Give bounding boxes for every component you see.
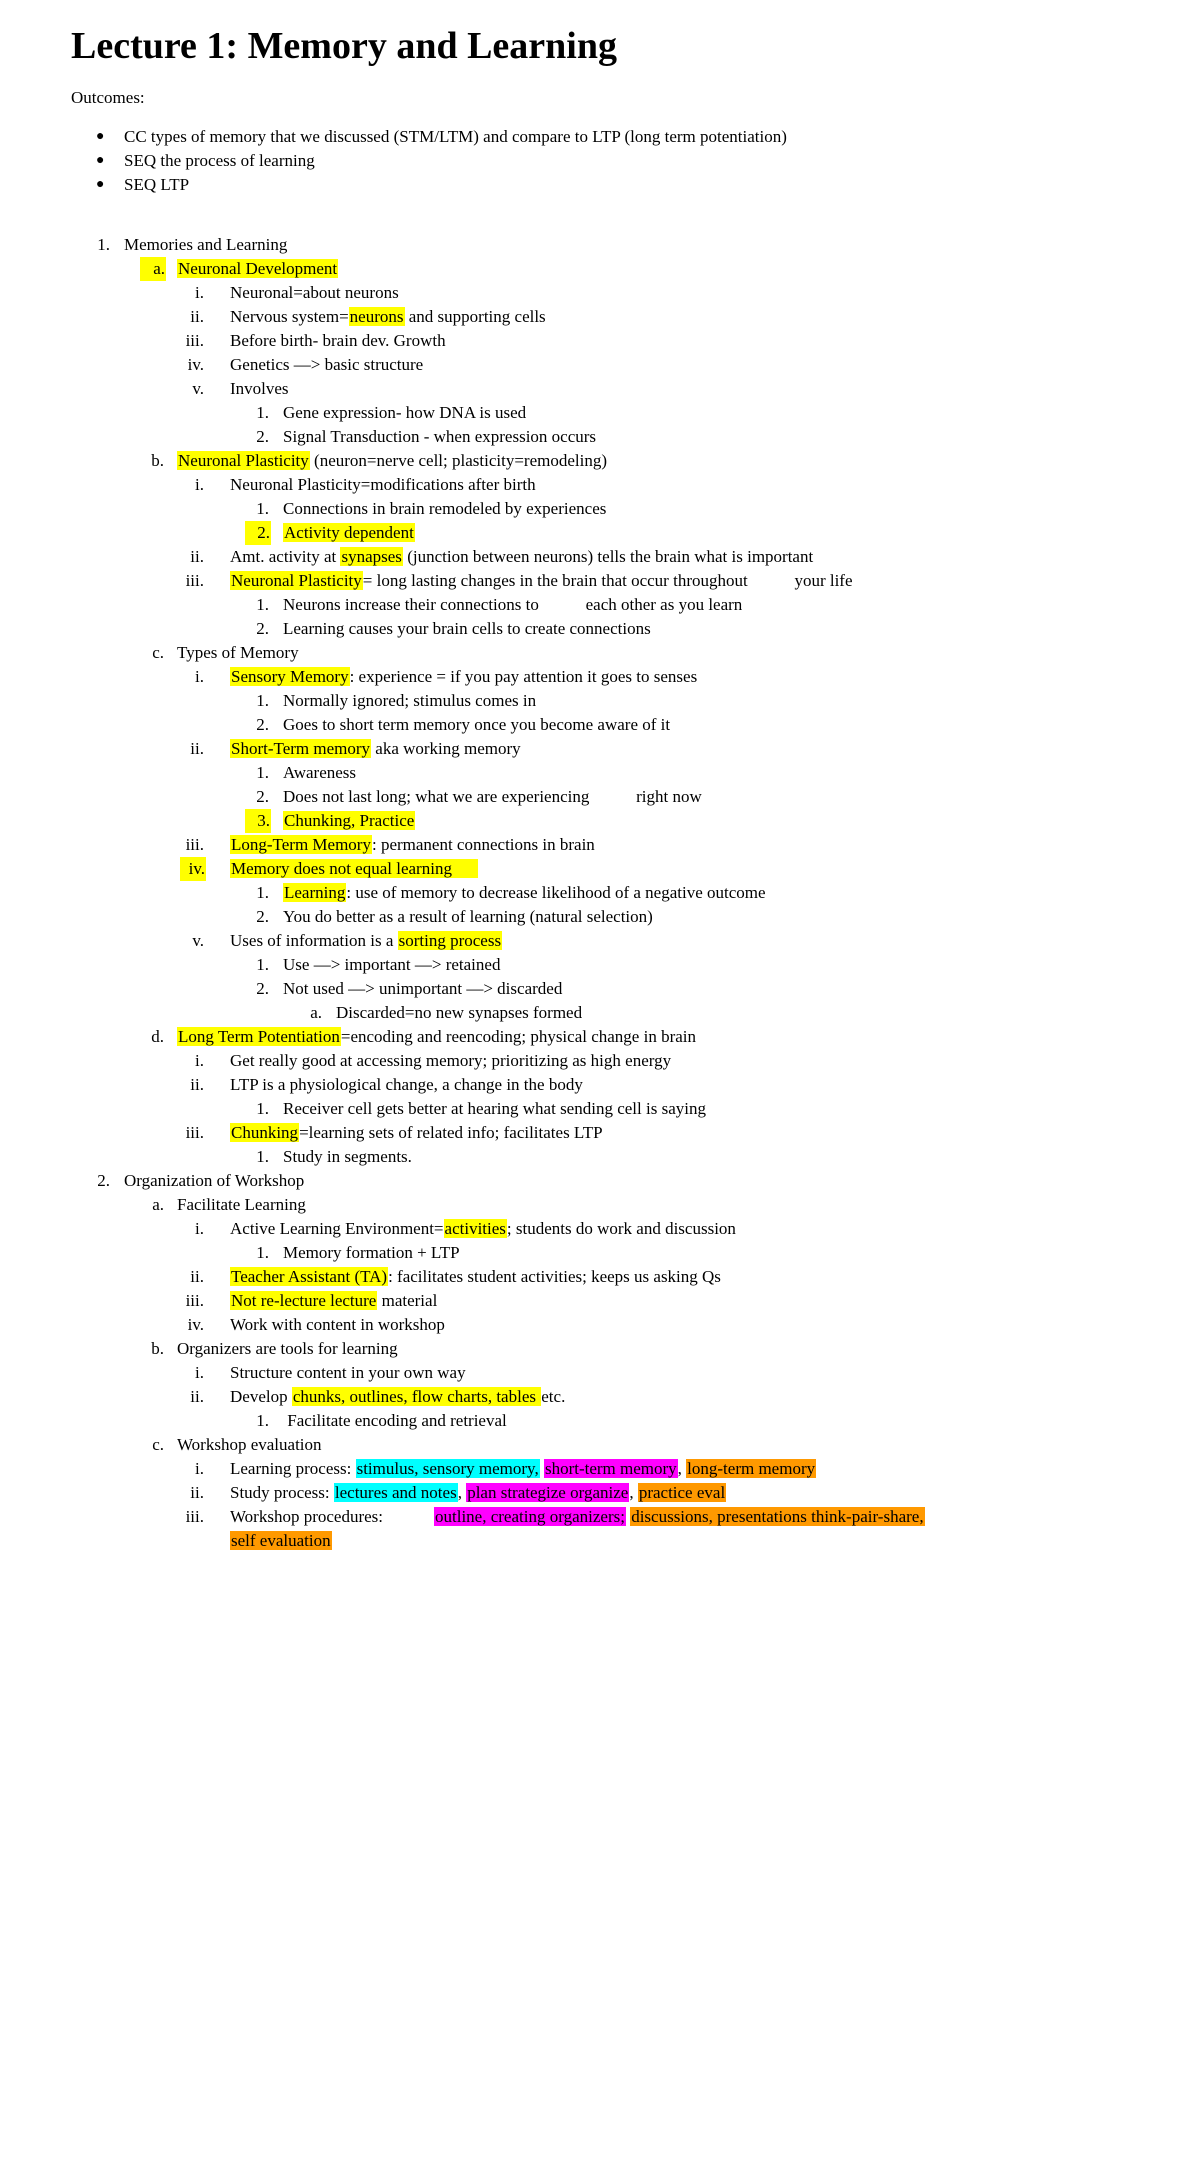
line-text [230,1049,671,1073]
text-segment: : experience = if you pay attention it goes to senses [349,667,698,686]
text-segment: Involves [230,379,289,398]
highlighted-text: short-term memory [544,1459,677,1478]
line-text [230,1385,565,1409]
text-segment: Active Learning Environment= [230,1219,444,1238]
text-segment: Amt. activity at [230,547,341,566]
bullet-marker: ● [96,129,105,144]
text-segment: (junction between neurons) tells the brain what is important [402,547,814,566]
list-marker: i. [195,475,204,494]
highlighted-text: stimulus, sensory memory, [356,1459,539,1478]
text-segment: Connections in brain remodeled by experiences [283,499,607,518]
line-text [230,1529,332,1553]
line-text [124,125,787,149]
line-text [124,1169,304,1193]
list-marker: 3. [245,809,271,833]
highlighted-text: Neuronal Plasticity [231,571,362,590]
line-text [230,281,399,305]
line-text [283,1097,706,1121]
list-marker: 1. [256,499,269,518]
text-segment: Study process: [230,1483,334,1502]
text-segment: Use —> important —> retained [283,955,501,974]
highlighted-text: neurons [349,307,404,326]
text-segment: , [629,1483,638,1502]
highlighted-text: outline, creating organizers; [435,1507,625,1526]
list-marker: 1. [256,691,269,710]
text-segment: : permanent connections in brain [371,835,595,854]
line-text [230,1481,726,1505]
highlighted-text: discussions, presentations think-pair-share, [631,1507,924,1526]
list-marker: 1. [256,1099,269,1118]
text-segment: You do better as a result of learning (natural selection) [283,907,653,926]
line-text [230,473,536,497]
list-marker: 1. [97,235,110,254]
highlighted-text: synapses [341,547,402,566]
text-segment: Genetics —> basic structure [230,355,424,374]
line-text [230,1361,466,1385]
highlighted-text: Sensory Memory [231,667,349,686]
text-segment: Goes to short term memory once you become aware of it [283,715,671,734]
line-text [230,1457,816,1481]
text-segment: Before birth- brain dev. Growth [230,331,446,350]
highlighted-text: Long-Term Memory [231,835,371,854]
line-text [283,713,670,737]
text-segment: Develop [230,1387,292,1406]
list-marker: 1. [256,883,269,902]
text-segment: Does not last long; what we are experiencing right now [283,787,702,806]
text-segment: =learning sets of related info; facilitates LTP [299,1123,603,1142]
list-marker: ii. [190,1387,204,1406]
list-marker: i. [195,1051,204,1070]
list-marker: i. [195,1459,204,1478]
list-marker: 2. [256,907,269,926]
highlighted-text: Memory does not equal learning [231,859,478,878]
text-segment: Study in segments. [283,1147,412,1166]
text-segment: SEQ the process of learning [124,151,315,170]
list-marker: ii. [190,1483,204,1502]
list-marker: 2. [256,787,269,806]
list-marker: iii. [185,1291,204,1310]
list-marker: 1. [256,403,269,422]
outcomes-label: Outcomes: [71,88,145,107]
line-text [283,617,651,641]
line-text [283,1409,507,1433]
text-segment: Awareness [283,763,357,782]
highlighted-text: Teacher Assistant (TA) [231,1267,388,1286]
highlighted-text: Chunking [231,1123,299,1142]
list-marker: 1. [256,955,269,974]
text-segment: Signal Transduction - when expression occurs [283,427,597,446]
line-text [177,641,299,665]
list-marker: c. [152,643,164,662]
line-text [283,497,606,521]
line-text [283,593,742,617]
list-marker: ii. [190,307,204,326]
list-marker: b. [151,451,164,470]
line-text [283,809,415,833]
list-marker: iii. [185,571,204,590]
highlighted-text: Chunking, Practice [284,811,415,830]
highlighted-text: Not re-lecture lecture [231,1291,377,1310]
list-marker: 2. [256,979,269,998]
text-segment: Learning causes your brain cells to create connections [283,619,651,638]
line-text [230,1289,437,1313]
list-marker: a. [140,257,166,281]
list-marker: ii. [190,547,204,566]
text-segment: Workshop evaluation [177,1435,322,1454]
text-segment: aka working memory [371,739,521,758]
line-text [230,929,502,953]
text-segment: Uses of information is a [230,931,398,950]
text-segment: LTP is a physiological change, a change in the body [230,1075,583,1094]
list-marker: 2. [256,715,269,734]
list-marker: a. [152,1195,164,1214]
text-segment: Not used —> unimportant —> discarded [283,979,563,998]
text-segment: Get really good at accessing memory; prioritizing as high energy [230,1051,672,1070]
list-marker: ii. [190,1075,204,1094]
list-marker: iii. [185,835,204,854]
list-marker: v. [192,379,204,398]
highlighted-text: Neuronal Development [178,259,338,278]
line-text [177,1433,322,1457]
text-segment: Neurons increase their connections to each other as you learn [283,595,743,614]
highlighted-text: plan strategize organize [467,1483,629,1502]
line-text [230,353,423,377]
list-marker: 1. [256,1147,269,1166]
list-marker: ii. [190,739,204,758]
text-segment: Structure content in your own way [230,1363,466,1382]
list-marker: i. [195,283,204,302]
text-segment: (neuron=nerve cell; plasticity=remodeling) [309,451,607,470]
list-marker: 2. [245,521,271,545]
text-segment: and supporting cells [404,307,546,326]
line-text [230,545,813,569]
list-marker: c. [152,1435,164,1454]
line-text [230,1121,603,1145]
list-marker: a. [310,1003,322,1022]
list-marker: 1. [256,595,269,614]
list-marker: i. [195,1363,204,1382]
text-segment: Learning process: [230,1459,356,1478]
highlighted-text: Short-Term memory [231,739,371,758]
line-text [336,1001,582,1025]
highlighted-text: practice eval [638,1483,726,1502]
text-segment: =encoding and reencoding; physical change in brain [340,1027,697,1046]
line-text [230,1265,721,1289]
text-segment: = long lasting changes in the brain that occur throughout your life [362,571,853,590]
line-text [283,761,356,785]
line-text [283,977,562,1001]
text-segment: material [377,1291,438,1310]
text-segment: Organization of Workshop [124,1171,305,1190]
list-marker: v. [192,931,204,950]
line-text [230,569,853,593]
highlighted-text: long-term memory [687,1459,816,1478]
text-segment: Memory formation + LTP [283,1243,460,1262]
line-text [283,425,596,449]
text-segment: Memories and Learning [124,235,288,254]
line-text [283,905,653,929]
highlighted-text: chunks, outlines, flow charts, tables [292,1387,541,1406]
list-marker: 1. [256,763,269,782]
line-text [283,881,766,905]
text-segment: Types of Memory [177,643,299,662]
list-marker: d. [151,1027,164,1046]
text-segment: Discarded=no new synapses formed [336,1003,583,1022]
highlighted-text: activities [444,1219,506,1238]
bullet-marker: ● [96,177,105,192]
text-segment: ; students do work and discussion [506,1219,736,1238]
list-marker: iii. [185,331,204,350]
list-marker: iv. [187,355,204,374]
page-title: Lecture 1: Memory and Learning [71,25,617,67]
text-segment: Facilitate encoding and retrieval [283,1411,507,1430]
text-segment: Neuronal Plasticity=modifications after birth [230,475,536,494]
line-text [230,1505,925,1529]
highlighted-text: sorting process [398,931,502,950]
text-segment: Normally ignored; stimulus comes in [283,691,537,710]
line-text [124,149,315,173]
line-text [230,833,595,857]
list-marker: ii. [190,1267,204,1286]
list-marker: 2. [256,619,269,638]
list-marker: b. [151,1339,164,1358]
list-marker: iv. [187,1315,204,1334]
highlighted-text: Neuronal Plasticity [178,451,309,470]
highlighted-text: lectures and notes [334,1483,457,1502]
line-text [283,689,536,713]
line-text [283,953,500,977]
list-marker: iv. [180,857,206,881]
line-text [283,1145,412,1169]
line-text [283,521,415,545]
list-marker: i. [195,1219,204,1238]
text-segment: CC types of memory that we discussed (STM/LTM) and compare to LTP (long term potentiation) [124,127,787,146]
highlighted-text: self evaluation [231,1531,331,1550]
text-segment: SEQ LTP [124,175,190,194]
text-segment: Gene expression- how DNA is used [283,403,527,422]
list-marker: iii. [185,1123,204,1142]
line-text [230,857,478,881]
text-segment: Neuronal=about neurons [230,283,399,302]
text-segment: , [677,1459,687,1478]
line-text [230,377,289,401]
text-segment: Receiver cell gets better at hearing what sending cell is saying [283,1099,706,1118]
text-segment: Workshop procedures: [230,1507,435,1526]
line-text [177,1025,696,1049]
line-text [230,1313,445,1337]
text-segment: Facilitate Learning [177,1195,306,1214]
line-text [230,305,546,329]
highlighted-text: Long Term Potentiation [178,1027,340,1046]
list-marker: 2. [97,1171,110,1190]
text-segment: , [457,1483,467,1502]
line-text [230,329,446,353]
line-text [230,1073,583,1097]
list-marker: 1. [256,1243,269,1262]
line-text [177,1193,306,1217]
line-text [177,1337,398,1361]
list-marker: iii. [185,1507,204,1526]
highlighted-text: Activity dependent [284,523,414,542]
line-text [283,785,702,809]
text-segment: : use of memory to decrease likelihood of a negative outcome [346,883,766,902]
bullet-marker: ● [96,153,105,168]
text-segment: Work with content in workshop [230,1315,445,1334]
text-segment: Nervous system= [230,307,349,326]
line-text [230,737,521,761]
line-text [177,449,607,473]
line-text [177,257,338,281]
line-text [124,173,189,197]
line-text [230,665,697,689]
line-text [283,401,526,425]
text-segment: Organizers are tools for learning [177,1339,398,1358]
line-text [230,1217,736,1241]
list-marker: i. [195,667,204,686]
highlighted-text: Learning [284,883,346,902]
text-segment: : facilitates student activities; keeps us asking Qs [388,1267,721,1286]
list-marker: 1. [256,1411,269,1430]
list-marker: 2. [256,427,269,446]
line-text [124,233,287,257]
line-text [283,1241,460,1265]
text-segment: etc. [541,1387,566,1406]
